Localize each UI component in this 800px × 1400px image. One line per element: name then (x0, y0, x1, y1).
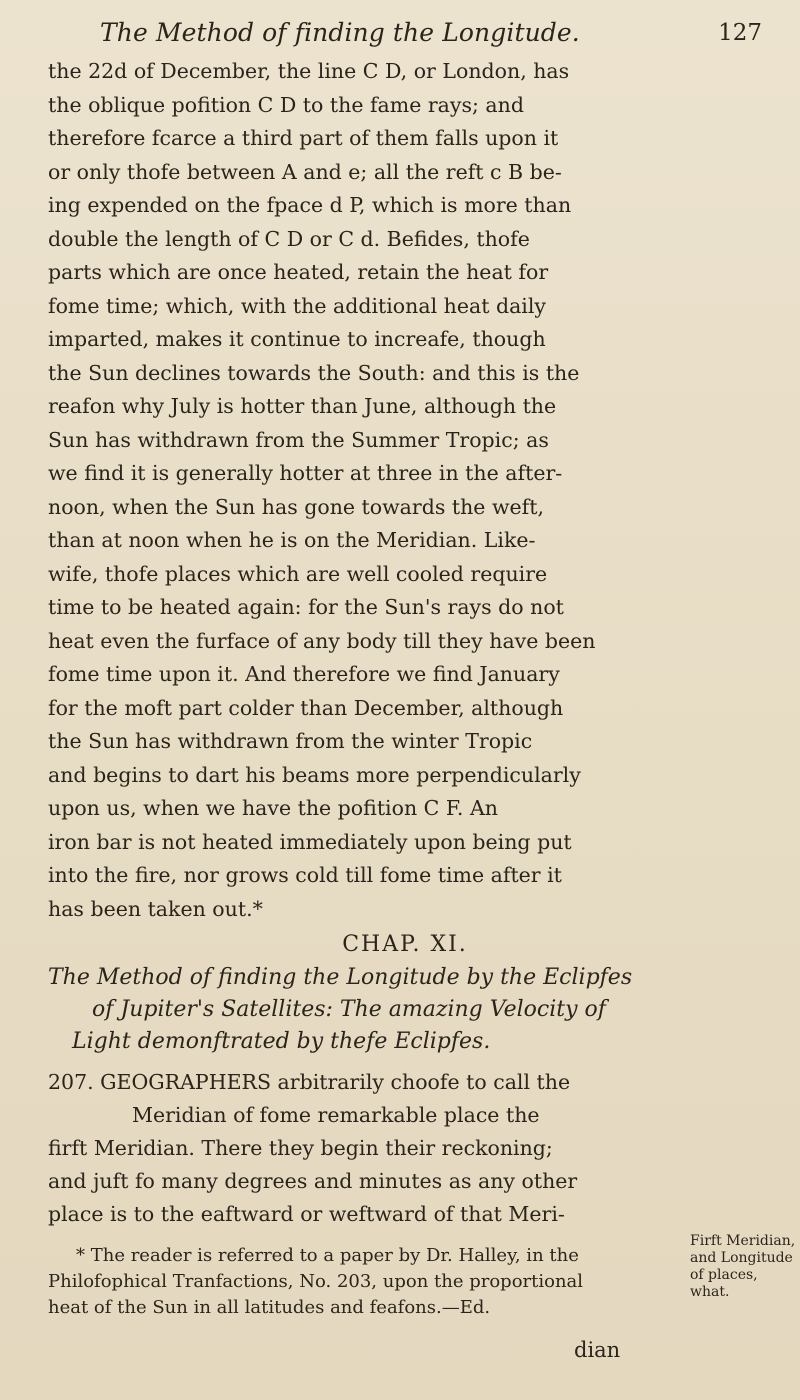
paragraph-line: the Sun declines towards the South: and this is the (48, 360, 580, 385)
footnote (48, 1243, 762, 1321)
paragraph-line: and begins to dart his beams more perpendicularly (48, 762, 581, 787)
paragraph-line: the oblique pofition C D to the fame rays; and (48, 92, 524, 117)
paragraph-line: we find it is generally hotter at three in the after- (48, 461, 563, 485)
chapter-heading: CHAP. XI. (342, 932, 468, 957)
margin-note: Firft Meridian, and Longitude of places, what. (690, 1233, 796, 1300)
main-paragraph (48, 55, 760, 926)
paragraph-line: for the moft part colder than December, although (48, 695, 564, 720)
chapter-title-line: Light demonftrated by thefe Eclipfes. (72, 1029, 491, 1054)
paragraph-line: iron bar is not heated immediately upon being put (48, 829, 572, 854)
catchword: dian (574, 1338, 621, 1362)
section-line: 207. GEOGRAPHERS arbitrarily choofe to call the (48, 1070, 571, 1094)
paragraph-line: heat even the furface of any body till they have been (48, 628, 596, 653)
paragraph-line: noon, when the Sun has gone towards the weft, (48, 494, 544, 519)
footnote-line: * The reader is referred to a paper by Dr. Halley, in the (76, 1245, 579, 1266)
paragraph-line: therefore fcarce a third part of them falls upon it (48, 126, 559, 150)
paragraph-line: reafon why July is hotter than June, although the (48, 394, 557, 418)
paragraph-line: into the fire, nor grows cold till fome time after it (48, 863, 562, 887)
paragraph-line: wife, thofe places which are well cooled require (48, 561, 548, 586)
paragraph-line: the Sun has withdrawn from the winter Tropic (48, 729, 533, 753)
page-number: 127 (718, 20, 762, 46)
footnote-line: heat of the Sun in all latitudes and feafons.—Ed. (48, 1297, 491, 1318)
paragraph-line: Sun has withdrawn from the Summer Tropic; as (48, 427, 549, 452)
paragraph-line: upon us, when we have the pofition C F. An (48, 796, 498, 820)
paragraph-line: imparted, makes it continue to increafe, though (48, 327, 546, 351)
chapter-title-line: The Method of finding the Longitude by the Eclipfes (48, 965, 633, 990)
paragraph-line: fome time; which, with the additional heat daily (48, 293, 546, 318)
chapter-title-line: of Jupiter's Satellites: The amazing Velocity of (92, 997, 606, 1022)
paragraph-line: parts which are once heated, retain the heat for (48, 260, 549, 284)
section-line: firft Meridian. There they begin their reckoning; (48, 1136, 553, 1160)
section-207 (48, 1066, 762, 1231)
page-header (48, 18, 762, 47)
running-title: The Method of finding the Longitude. (100, 18, 580, 47)
paragraph-line: time to be heated again: for the Sun's rays do not (48, 595, 564, 619)
chapter-title (48, 962, 762, 1058)
paragraph-line: ing expended on the fpace d P, which is more than (48, 193, 572, 217)
footnote-line: Philofophical Tranfactions, No. 203, upon the proportional (48, 1271, 584, 1292)
paragraph-line: the 22d of December, the line C D, or London, has (48, 59, 570, 83)
paragraph-line: than at noon when he is on the Meridian. Like- (48, 528, 536, 552)
paragraph-line: or only thofe between A and e; all the reft c B be- (48, 159, 562, 184)
section-line: Meridian of fome remarkable place the (132, 1103, 540, 1127)
section-line: place is to the eaftward or weftward of that Meri- (48, 1202, 565, 1226)
paragraph-line: double the length of C D or C d. Befides, thofe (48, 226, 530, 251)
section-line: and juft fo many degrees and minutes as any other (48, 1169, 578, 1193)
paragraph-line: has been taken out.* (48, 896, 263, 921)
paragraph-line: fome time upon it. And therefore we find January (48, 662, 560, 686)
